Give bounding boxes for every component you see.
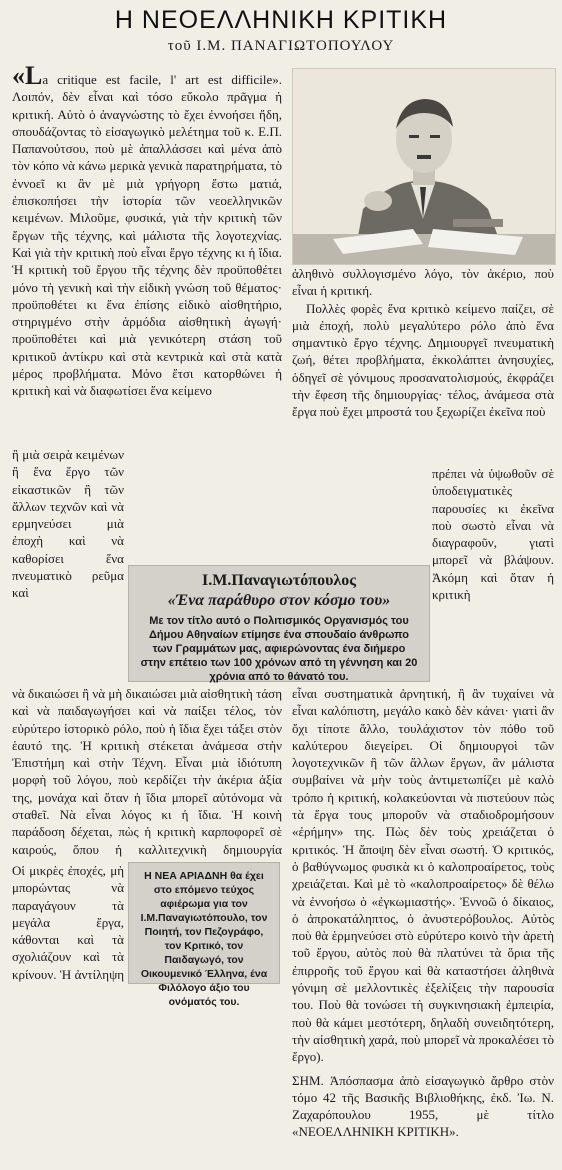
article-right-paragraph-2-continued: πρέπει νὰ ὑψωθοῦν σὲ ὑποδειγματικὲς παρουσίες κι ἐκεῖνα ποὺ σωστὸ εἶναι νὰ διαγραφοῦν, γιατὶ μπορεῖ νὰ βλάψουν. Ἀκόμη καὶ ὅταν ἡ κριτικὴ: [432, 466, 554, 603]
tribute-box-name: Ι.Μ.Παναγιωτόπουλος: [202, 572, 356, 589]
tribute-box-subtitle: «Ένα παράθυρο στον κόσμο του»: [167, 592, 391, 609]
tribute-info-box: [128, 565, 430, 682]
article-column-right-top: [292, 265, 554, 465]
next-issue-text: Η ΝΕΑ ΑΡΙΑΔΝΗ θα έχει στο επόμενο τεύχος αφιέρωμα για τον Ι.Μ.Παναγιωτόπουλο, τον Ποιητή, τον Πεζογράφο, τον Κριτικό, τον Παιδαγωγό, τον Οικουμενικό Έλληνα, ένα Φιλόλογο άξιο του ονόματός του.: [140, 870, 268, 1008]
article-column-right-narrow: [432, 465, 554, 680]
author-portrait-image: [292, 68, 556, 265]
article-byline: τοῦ Ι.Μ. ΠΑΝΑΓΙΩΤΟΠΟΥΛΟΥ: [167, 38, 395, 54]
article-paragraph-1-continued-3: Οἱ μικρὲς ἐποχές, μὴ μπορώντας νὰ παραγάγουν τὰ μεγάλα ἔργα, κάθονται καὶ τὰ σχολιάζουν καὶ τὰ κρίνουν. Ἡ ἀντίληψη: [12, 863, 124, 982]
source-note: ΣΗΜ. Ἀπόσπασμα ἀπὸ εἰσαγωγικὸ ἄρθρο στὸν τόμο 42 τῆς Βασικῆς Βιβλιοθήκης, ἐκδ. Ἰω. Ν. Ζαχαρόπουλου 1955, μὲ τίτλο «ΝΕΟΕΛΛΗΝΙΚΗ ΚΡΙΤΙΚΗ».: [292, 1073, 554, 1139]
article-right-paragraph-1: ἀληθινὸ συλλογισμένο λόγο, τὸν ἀκέριο, ποὺ εἶναι ἡ κριτική.: [292, 266, 554, 299]
article-right-paragraph-2: Πολλὲς φορὲς ἕνα κριτικὸ κείμενο παίζει, σὲ μιὰ ἐποχή, πολὺ μεγαλύτερο ρόλο ἀπὸ ἕνα σημαντικὸ ἔργο τέχνης. Δημιουργεῖ πνευματικὴ ζωή, θέτει προβλήματα, ἐκκολάπτει ἀνησυχίες, ὁδηγεῖ σὲ γόνιμους προσανατολισμούς, ἐκφράζει τὴν ἔφεση τῆς δημιουργίας· τέλος, ἀνάμεσα στὰ ἔργα ποὺ ἔχει μπροστά του ξεχωρίζει ἐκεῖνα ποὺ: [292, 300, 554, 420]
article-column-left-top: [12, 66, 282, 446]
article-column-left-lower: [12, 685, 282, 860]
article-right-paragraph-2-continued-2: εἶναι συστηματικὰ ἀρνητική, ἢ ἂν τυχαίνει νὰ εἶναι καλόπιστη, μεγάλο κακὸ δὲν κάνει· γιατὶ ἂν ὄχι τίποτε ἄλλο, τουλάχιστον τὸν πόθο τοῦ καλύτερου διεγείρει. Οἱ δημιουργοὶ τῶν λογοτεχνικῶν ἢ τῶν ἄλλων ἔργων, ἂν μάλιστα συμβαίνει νὰ μὴν τοὺς ἀντιμετωπίζει μὲ καλὸ τρόπο ἡ κριτική, κολακεύονται νὰ πιστεύουν πὼς τὰ ἔργα τους μποροῦν νὰ σταδιοδρομήσουν «ἐρήμην» της. Πὼς δὲν τοὺς χρειάζεται ὁ κριτικός. Ἡ ἄποψη δὲν εἶναι σωστή. Ὁ κριτικός, ὁ βαθύγνωμος φυσικὰ κι ὁ καλοπροαίρετος, τοὺς χρειάζεται. Καὶ μὲ τὸ «καλοπροαίρετος» δὲ θέλω νὰ ἐννοήσω ὁ «ἐγκωμιαστής». Ἐννοῶ ὁ δίκαιος, ὁ ἀπροκατάληπτος, ὁ ἀνυστερόβουλος. Αὐτὸς ποὺ θὰ ἑρμηνεύσει στὸ εὐρύτερο κοινὸ τὴν ἀρετὴ τοῦ ἔργου, αὐτὸς ποὺ θὰ πλατύνει τὰ ὅρια τῆς ἐπιρροῆς τοῦ ἔργου καὶ θὰ καταστήσει ἀληθινὰ γόνιμη σὲ μελλοντικὲς ἐξελίξεις τὴν παρουσία του. Ποὺ θὰ τονώσει τὴ συγκινησιακὴ ἐμπειρία, ποὺ θὰ κάμει μεστότερη, δηλαδὴ συνειδητότερη, τὴν αἰσθητικὴ χαρά, ποὺ μπορεῖ νὰ προκαλέσει τὸ ἔργο).: [292, 686, 554, 1065]
article-title: Η ΝΕΟΕΛΛΗΝΙΚΗ ΚΡΙΤΙΚΗ: [114, 6, 448, 34]
article-paragraph-1: a critique est facile, l' art est difficile». Λοιπόν, δὲν εἶναι καὶ τόσο εὔκολο πρᾶγμα ἡ κριτική. Αὐτὸ ὁ ἀναγνώστης τὸ ἔχει ἐννοήσει ἤδη, σπουδάζοντας τὸ εἰσαγωγικὸ μελέτημα τοῦ κ. Ε.Π. Παπανοὐτσου, ποὺ μὲ ἀπαλλάσσει καὶ μένα ἀπὸ τὸν κόπο νὰ κάνω μερικὰ γενικὰ παρατηρήματα, τὸ ἐννοεῖ κι ἂν μὲ μιὰ γρήγορη ἔστω ματιά, ἐπισκοπήσει τὴν ἱστορία τῶν νεοελληνικῶν κειμένων. Μιλοῦμε, φυσικά, γιὰ τὴν κριτικὴ τῶν ἔργων τῆς τέχνης, καὶ μάλιστα τῆς λογοτεχνίας. Καὶ γιὰ τὴν κριτικὴ ποὺ εἶναι ἔργο τέχνης κι ἡ ἴδια. Ἡ κριτικὴ τοῦ ἔργου τῆς τέχνης δὲν προϋποθέτει μόνο τὴ γενικὴ καὶ τὴν εἰδικὴ γνώση τοῦ θέματος· προϋποθέτει κι ἕνα ἐπίσης εἰδικὸ αἰσθητήριο, στηριγμένο στὴν ἁρμόδια αἰσθητικὴ ἀγωγή· προϋποθέτει καὶ μιὰ γενικότερη στάση τοῦ κριτικοῦ ἀντίκρυ καὶ στὰ κεντρικὰ καὶ στὰ κατὰ μέρος προβλήματα. Μόνο ἔτσι κατορθώνει ἡ κριτικὴ καὶ νὰ διαφωτίσει ἕνα κείμενο: [12, 72, 282, 399]
article-column-left-narrow-2: [12, 862, 124, 982]
drop-quote: «L: [12, 66, 43, 90]
tribute-box-text: Με τον τίτλο αυτό ο Πολιτισμικός Οργανισμός του Δήμου Αθηναίων ετίμησε ένα σπουδαίο άνθρωπο των Γραμμάτων μας, αφιερώνοντας ένα διήμερο στην επέτειο των 100 χρόνων από τη γέννηση και 20 χρόνια από το θάνατό του.: [140, 615, 418, 683]
next-issue-box: [128, 862, 280, 1008]
article-paragraph-1-continued-2: νὰ δικαιώσει ἢ νὰ μὴ δικαιώσει μιὰ αἰσθητικὴ τάση καὶ νὰ παιδαγωγήσει καὶ νὰ παίξει τέλος, τὸν εὐρύτερο ἱστορικὸ ρόλο, ποὺ ἡ ἴδια ἔχει τάξει στὸν ἑαυτό της. Ἡ κριτικὴ στέκεται ἀνάμεσα στὴν Ἐπιστήμη καὶ στὴν Τέχνη. Εἶναι μιὰ ἰδιότυπη μορφὴ τοῦ λόγου, ποὺ κερδίζει τὴν ἀκέρια ἀξία της, μονάχα καὶ ὅταν ἡ ἴδια μπορεῖ αὐτόνομα νὰ σταθεῖ. Νὰ εἶναι λόγος κι ἡ ἴδια. Ἡ κοινὴ παράδοση δέχεται, πὼς ἡ κριτικὴ καρποφορεῖ σὲ καιρούς, ὅπου ἡ καλλιτεχνικὴ δημιουργία: [12, 686, 282, 857]
article-column-right-lower: [292, 685, 554, 1065]
article-paragraph-1-continued: ἢ μιὰ σειρὰ κειμένων ἢ ἕνα ἔργο τῶν εἰκαστικῶν ἢ τῶν ἄλλων τεχνῶν καὶ νὰ ερμηνεύσει μιὰ ἐποχὴ καὶ νὰ καθορίσει ἕνα πνευματικὸ ρεῦμα καὶ: [12, 447, 124, 601]
